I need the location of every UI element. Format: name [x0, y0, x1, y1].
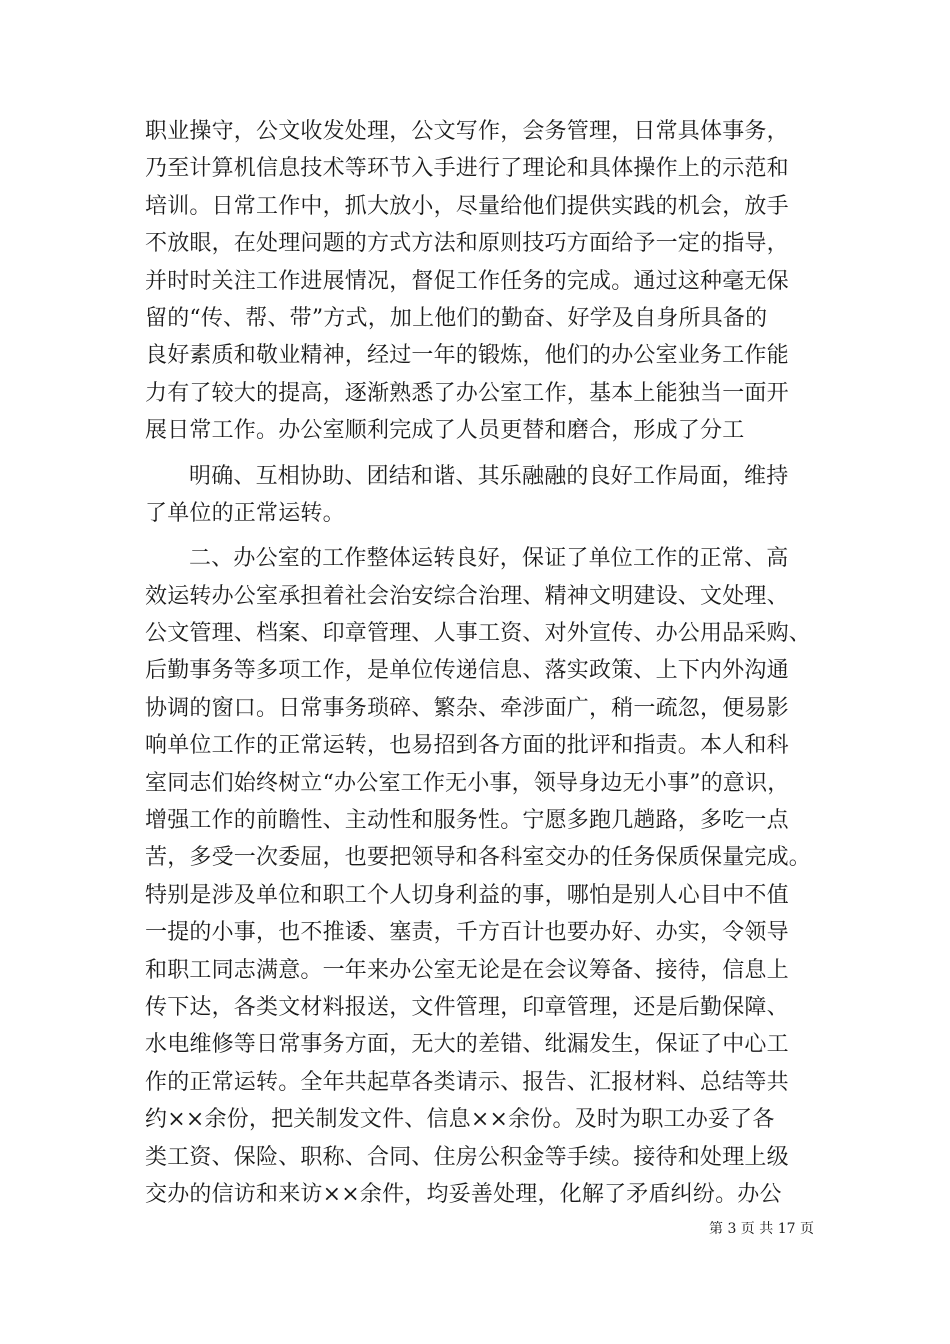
- text-line: 展日常工作。办公室顺利完成了人员更替和磨合，形成了分工: [145, 418, 745, 444]
- text-line: 良好素质和敬业精神，经过一年的锻炼，他们的办公室业务工作能: [145, 343, 789, 369]
- page-number-footer: 第 3 页 共 17 页: [709, 1221, 814, 1237]
- text-line: 苦，多受一次委屈，也要把领导和各科室交办的任务保质保量完成。: [145, 845, 812, 871]
- text-line: 力有了较大的提高，逐渐熟悉了办公室工作，基本上能独当一面开: [145, 380, 789, 406]
- text-line: 一提的小事，也不推诿、塞责，千方百计也要办好、办实，令领导: [145, 920, 789, 946]
- body-text: [145, 113, 825, 1213]
- text-line: 了单位的正常运转。: [145, 500, 345, 526]
- text-line: 交办的信访和来访××余件，均妥善处理，化解了矛盾纠纷。办公: [145, 1181, 782, 1207]
- text-line: 不放眼，在处理问题的方式方法和原则技巧方面给予一定的指导，: [145, 231, 789, 257]
- section-heading-line: 二、办公室的工作整体运转良好，保证了单位工作的正常、高: [189, 546, 789, 572]
- text-line: 增强工作的前瞻性、主动性和服务性。宁愿多跑几趟路，多吃一点: [145, 808, 789, 834]
- text-line: 水电维修等日常事务方面，无大的差错、纰漏发生，保证了中心工: [145, 1032, 789, 1058]
- text-line: 响单位工作的正常运转，也易招到各方面的批评和指责。本人和科: [145, 733, 789, 759]
- paragraph-first-line: 明确、互相协助、团结和谐、其乐融融的良好工作局面，维持: [189, 463, 789, 489]
- text-line: 传下达，各类文材料报送，文件管理，印章管理，还是后勤保障、: [145, 994, 789, 1020]
- text-line: 协调的窗口。日常事务琐碎、繁杂、牵涉面广，稍一疏忽，便易影: [145, 695, 789, 721]
- text-line: 公文管理、档案、印章管理、人事工资、对外宣传、办公用品采购、: [145, 621, 812, 647]
- text-line: 类工资、保险、职称、合同、住房公积金等手续。接待和处理上级: [145, 1144, 789, 1170]
- text-line: 和职工同志满意。一年来办公室无论是在会议筹备、接待，信息上: [145, 957, 789, 983]
- text-line: 职业操守，公文收发处理，公文写作，会务管理，日常具体事务，: [145, 119, 789, 144]
- text-line: 约××余份，把关制发文件、信息××余份。及时为职工办妥了各: [145, 1107, 775, 1133]
- text-line: 室同志们始终树立“办公室工作无小事，领导身边无小事”的意识，: [145, 770, 790, 796]
- text-line: 效运转办公室承担着社会治安综合治理、精神文明建设、文处理、: [145, 583, 789, 609]
- text-line: 培训。日常工作中，抓大放小，尽量给他们提供实践的机会，放手: [145, 193, 789, 219]
- text-line: 留的“传、帮、带”方式，加上他们的勤奋、好学及自身所具备的: [145, 305, 768, 331]
- text-line: 后勤事务等多项工作，是单位传递信息、落实政策、上下内外沟通: [145, 658, 789, 684]
- text-line: 作的正常运转。全年共起草各类请示、报告、汇报材料、总结等共: [145, 1069, 789, 1095]
- text-line: 特别是涉及单位和职工个人切身利益的事，哪怕是别人心目中不值: [145, 882, 789, 908]
- text-line: 并时时关注工作进展情况，督促工作任务的完成。通过这种毫无保: [145, 268, 789, 294]
- text-line: 乃至计算机信息技术等环节入手进行了理论和具体操作上的示范和: [145, 156, 789, 182]
